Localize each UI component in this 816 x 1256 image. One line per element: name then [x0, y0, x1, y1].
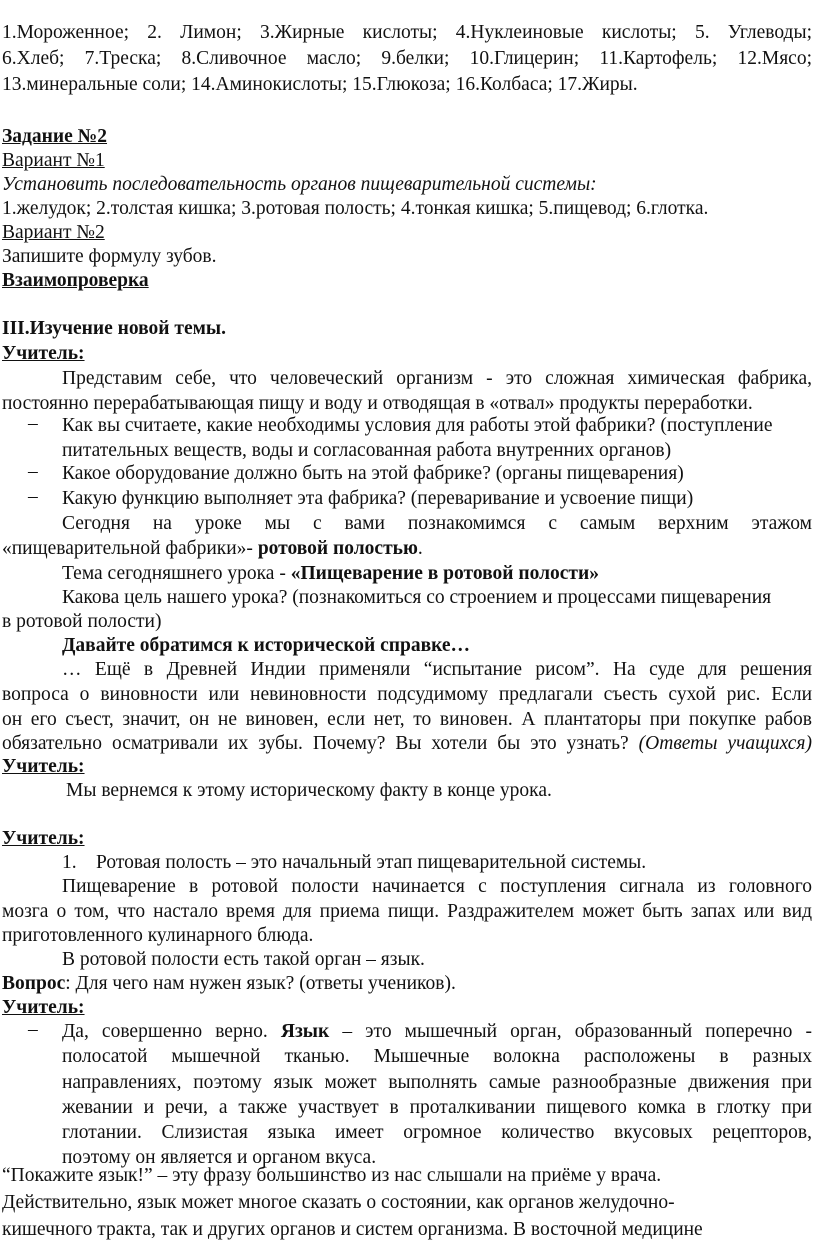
variant1-label: Вариант №1 [2, 150, 105, 171]
variant1-items: 1.желудок; 2.толстая кишка; 3.ротовая полость; 4.тонкая кишка; 5.пищевод; 6.глотка. [2, 198, 709, 219]
history-line-3: он его съест, значит, он не виновен, если нет, то виновен. А плантаторы при покупке рабов [2, 709, 812, 730]
dash-bullet: – [28, 1019, 38, 1040]
digestion-line-2: мозга о том, что настало время для приема пищи. Раздражителем может быть запах или вид [2, 901, 812, 922]
food-list-line-3: 13.минеральные соли; 14.Аминокислоты; 15.Глюкоза; 16.Колбаса; 17.Жиры. [2, 74, 638, 95]
question-2: Какое оборудование должно быть на этой фабрике? (органы пищеварения) [62, 463, 684, 484]
section3-heading: III.Изучение новой темы. [2, 318, 227, 339]
task2-heading: Задание №2 [2, 126, 108, 147]
mouth-cavity-term: ротовой полостью [257, 538, 418, 559]
tongue-item [28, 1019, 812, 1179]
indeed-line-1: Действительно, язык может многое сказать о состоянии, как органов желудочно- [2, 1192, 675, 1213]
digestion-line-1: Пищеварение в ротовой полости начинается с поступления сигнала из головного [62, 876, 812, 897]
teacher-label-3: Учитель: [2, 828, 85, 849]
dash-bullet: – [28, 486, 38, 507]
tongue-line-2: полосатой мышечной тканью. Мышечные волокна расположены в разных [62, 1046, 812, 1068]
today-line-2: «пищеварительной фабрики»- ротовой полостью. [2, 538, 423, 559]
tongue-line-6: поэтому он является и органом вкуса. [62, 1147, 377, 1169]
tongue-line-3: направлениях, поэтому язык может выполнять самые разнообразные движения при [62, 1071, 812, 1093]
variant1-instruction: Установить последовательность органов пищеварительной системы: [2, 174, 597, 195]
food-list-line-2: 6.Хлеб; 7.Треска; 8.Сливочное масло; 9.белки; 10.Глицерин; 11.Картофель; 12.Мясо; [2, 48, 812, 69]
question-3: Какую функцию выполняет эта фабрика? (переваривание и усвоение пищи) [62, 488, 694, 509]
intro-line-2: постоянно перерабатывающая пищу и воду и отводящая в «отвал» продукты переработки. [2, 393, 753, 414]
lesson-topic-title: «Пищеварение в ротовой полости» [290, 563, 599, 584]
lesson-topic: Тема сегодняшнего урока - «Пищеварение в ротовой полости» [62, 563, 599, 584]
question-1-line-2: питательных веществ, воды и согласованная работа внутренних органов) [62, 440, 672, 462]
question-item-1 [28, 413, 812, 463]
intro-line-1: Представим себе, что человеческий организм - это сложная химическая фабрика, [62, 368, 812, 389]
history-line-1: … Ещё в Древней Индии применяли “испытание рисом”. На суде для решения [62, 659, 812, 680]
question-item-3 [28, 486, 812, 511]
history-line-4: обязательно осматривали их зубы. Почему? Вы хотели бы это узнать? (Ответы учащихся) [2, 733, 812, 754]
goal-line-1: Какова цель нашего урока? (познакомиться со строением и процессами пищеварения [62, 587, 772, 608]
question-item-2 [28, 461, 812, 486]
organ-text: В ротовой полости есть такой орган – язык. [62, 949, 425, 970]
teacher-label-2: Учитель: [2, 756, 85, 777]
teacher-label-4: Учитель: [2, 997, 85, 1018]
return-text: Мы вернемся к этому историческому факту в конце урока. [66, 780, 552, 801]
point-1-number: 1. [62, 852, 77, 873]
history-heading: Давайте обратимся к исторической справке… [62, 635, 471, 656]
tongue-term: Язык [280, 1021, 330, 1042]
variant2-text: Запишите формулу зубов. [2, 246, 217, 267]
history-line-2: вопроса о виновности или невиновности подсудимому предлагали съесть сухой рис. Если [2, 684, 812, 705]
today-line-1: Сегодня на уроке мы с вами познакомимся с самым верхним этажом [62, 513, 812, 534]
dash-bullet: – [28, 413, 38, 434]
question-1-line-1: Как вы считаете, какие необходимы условия для работы этой фабрики? (поступление [62, 415, 773, 436]
teacher-label-1: Учитель: [2, 343, 85, 364]
dash-bullet: – [28, 461, 38, 482]
tongue-line-4: жевании и речи, а также участвует в проталкивании пищевого комка в глотку при [62, 1096, 812, 1118]
question-line: Вопрос: Для чего нам нужен язык? (ответы учеников). [2, 973, 456, 994]
food-list-line-1: 1.Мороженное; 2. Лимон; 3.Жирные кислоты; 4.Нуклеиновые кислоты; 5. Углеводы; [2, 22, 812, 43]
question-label: Вопрос [2, 973, 66, 994]
show-tongue-line: “Покажите язык!” – эту фразу большинство из нас слышали на приёме у врача. [2, 1165, 662, 1186]
tongue-line-5: глотании. Слизистая языка имеет огромное количество вкусовых рецепторов, [62, 1122, 812, 1144]
point-1-text: Ротовая полость – это начальный этап пищеварительной системы. [96, 852, 647, 873]
indeed-line-2: кишечного тракта, так и других органов и систем организма. В восточной медицине [2, 1219, 703, 1240]
student-answers-note: (Ответы учащихся) [638, 733, 812, 754]
tongue-line-1: Да, совершенно верно. Язык – это мышечный орган, образованный поперечно - [62, 1021, 812, 1042]
digestion-line-3: приготовленного кулинарного блюда. [2, 925, 314, 946]
point-1 [62, 850, 802, 875]
goal-line-2: в ротовой полости) [2, 611, 162, 632]
variant2-label: Вариант №2 [2, 222, 105, 243]
peer-check-heading: Взаимопроверка [2, 270, 149, 291]
